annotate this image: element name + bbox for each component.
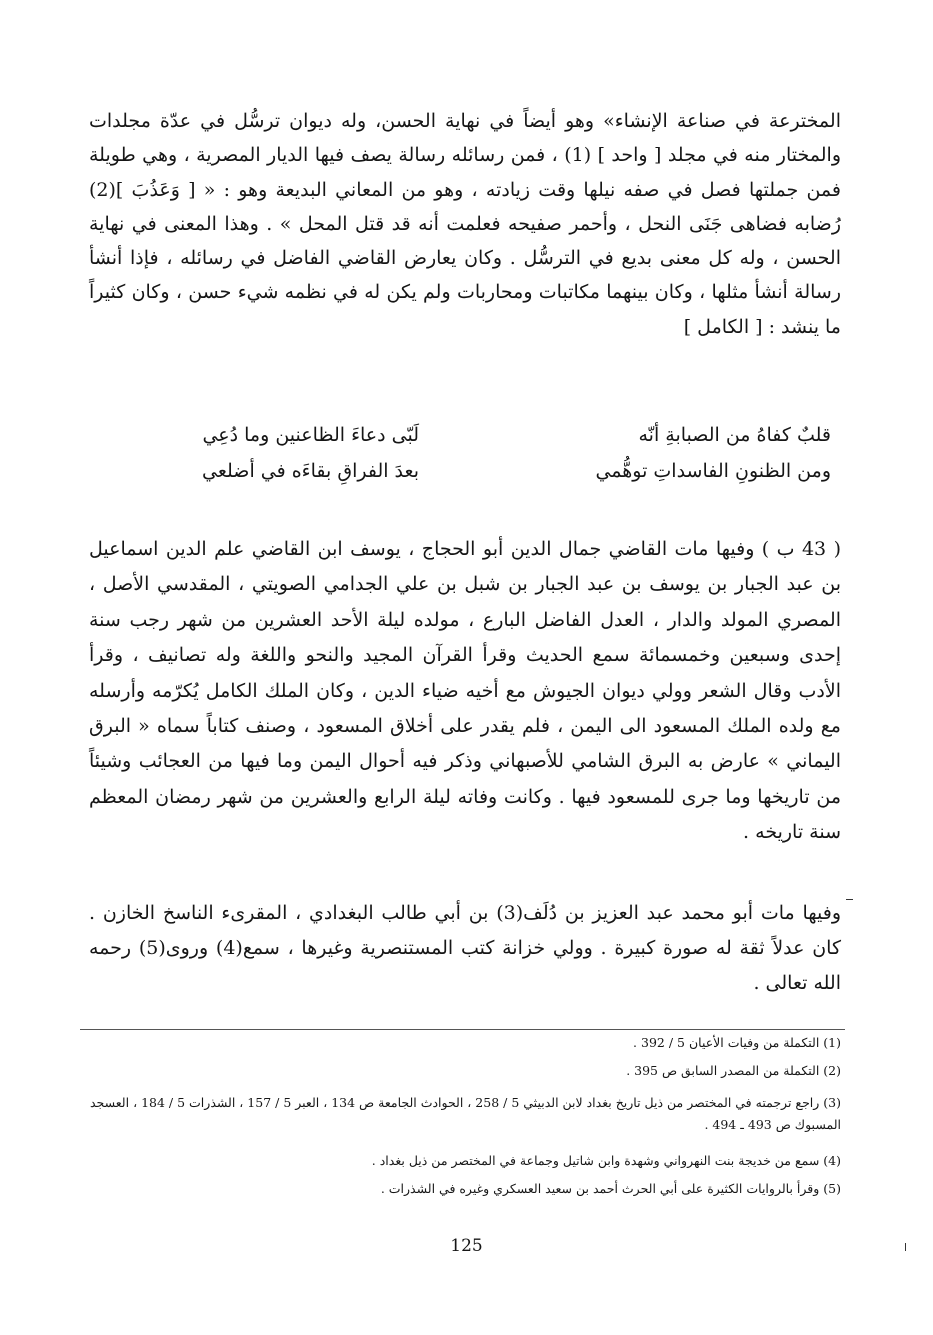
footnote-1: (1) التكملة من وفيات الأعيان 5 / 392 . [633, 1035, 841, 1050]
footnote-2: (2) التكملة من المصدر السابق ص 395 . [626, 1063, 841, 1078]
footnote-3: (3) راجع ترجمته في المختصر من ذيل تاريخ بغداد لابن الدبيثي 5 / 258 ، الحوادث الجامعة ص 134 ، العبر 5 / 157 ، الشذرات 5 / 184 ، العسجد المسبوك ص 493 ـ 494 . [90, 1095, 841, 1132]
verse-line-2 [89, 460, 841, 498]
verse-hemistich-first: قلبٌ كفاهُ من الصبابةِ أنّه [638, 424, 831, 446]
verse-hemistich-first: ومن الظنونِ الفاسداتِ توهُّمي [595, 460, 831, 482]
verse-hemistich-second: لَبّى دعاءَ الظاعنين وما دُعِي [202, 424, 419, 446]
footnote-4: (4) سمع من خديجة بنت النهرواني وشهدة وابن شاتيل وجماعة في المختصر من ذيل بغداد . [371, 1153, 841, 1168]
paragraph-jamal-al-din: ( 43 ب ) وفيها مات القاضي جمال الدين أبو الحجاج ، يوسف ابن القاضي علم الدين اسماعيل بن عبد الجبار بن يوسف بن عبد الجبار بن شبل بن علي الجدامي الصويتي ، المقدسي الأصل ، المصري المولد والدار ، العدل الفاضل البارع ، مولده ليلة الأحد العشرين من شهر رجب سنة إحدى وسبعين وخمسمائة سمع الحديث وقرأ القرآن المجيد والنحو واللغة وله تصانيف ، وقرأ الأدب وقال الشعر وولي ديوان الجيوش مع أخيه ضياء الدين ، وكان الملك الكامل يُكرّمه وأرسله مع ولده الملك المسعود الى اليمن ، فلم يقدر على أخلاق المسعود ، وصنف كتاباً سماه « البرق اليماني » عارض به البرق الشامي للأصبهاني وذكر فيه أحوال اليمن وما فيها من العجائب وشيئاً من تاريخها وما جرى للمسعود فيها . وكانت وفاته ليلة الرابع والعشرين من شهر رمضان المعظم سنة تاريخه . [89, 538, 841, 844]
page-number: 125 [450, 1236, 483, 1256]
scan-mark [846, 899, 853, 900]
footnote-divider [80, 1029, 845, 1030]
footnote-5: (5) وقرأ بالروايات الكثيرة على أبي الحرث أحمد بن سعيد العسكري وغيره في الشذرات . [380, 1181, 841, 1196]
verse-line-1 [89, 424, 841, 462]
scan-mark [905, 1243, 906, 1251]
verse-hemistich-second: بعدَ الفراقِ بقاءَه في أضلعي [202, 460, 419, 482]
paragraph-abd-al-aziz: وفيها مات أبو محمد عبد العزيز بن دُلَف(3) بن أبي طالب البغدادي ، المقرىء الناسخ الخازن . كان عدلاً ثقة له صورة كبيرة . وولي خزانة كتب المستنصرية وغيرها ، سمع(4) وروى(5) رحمه الله تعالى . [89, 902, 842, 994]
paragraph-tarassul: المخترعة في صناعة الإنشاء» وهو أيضاً في نهاية الحسن، وله ديوان ترسُّل في عدّة مجلدات والمختار منه في مجلد [ واحد ] (1) ، فمن رسائله رسالة يصف فيها الديار المصرية ، وهي طويلة فمن جملتها فصل في صفه نيلها وقت زيادته ، وهو من المعاني البديعة وهو : « [ وَعَذُبَ ](2) رُضابه فضاهى جَنَى النحل ، وأحمر صفيحه فعلمت أنه قد قتل المحل » . وهذا المعنى في نهاية الحسن ، وله كل معنى بديع في الترسُّل . وكان يعارض القاضي الفاضل في رسائله ، فإذا أنشأ رسالة أنشأ مثلها ، وكان بينهما مكاتبات ومحاربات ولم يكن له في نظمه شيء حسن ، وكان كثيراً ما ينشد : [ الكامل ] [89, 110, 841, 338]
